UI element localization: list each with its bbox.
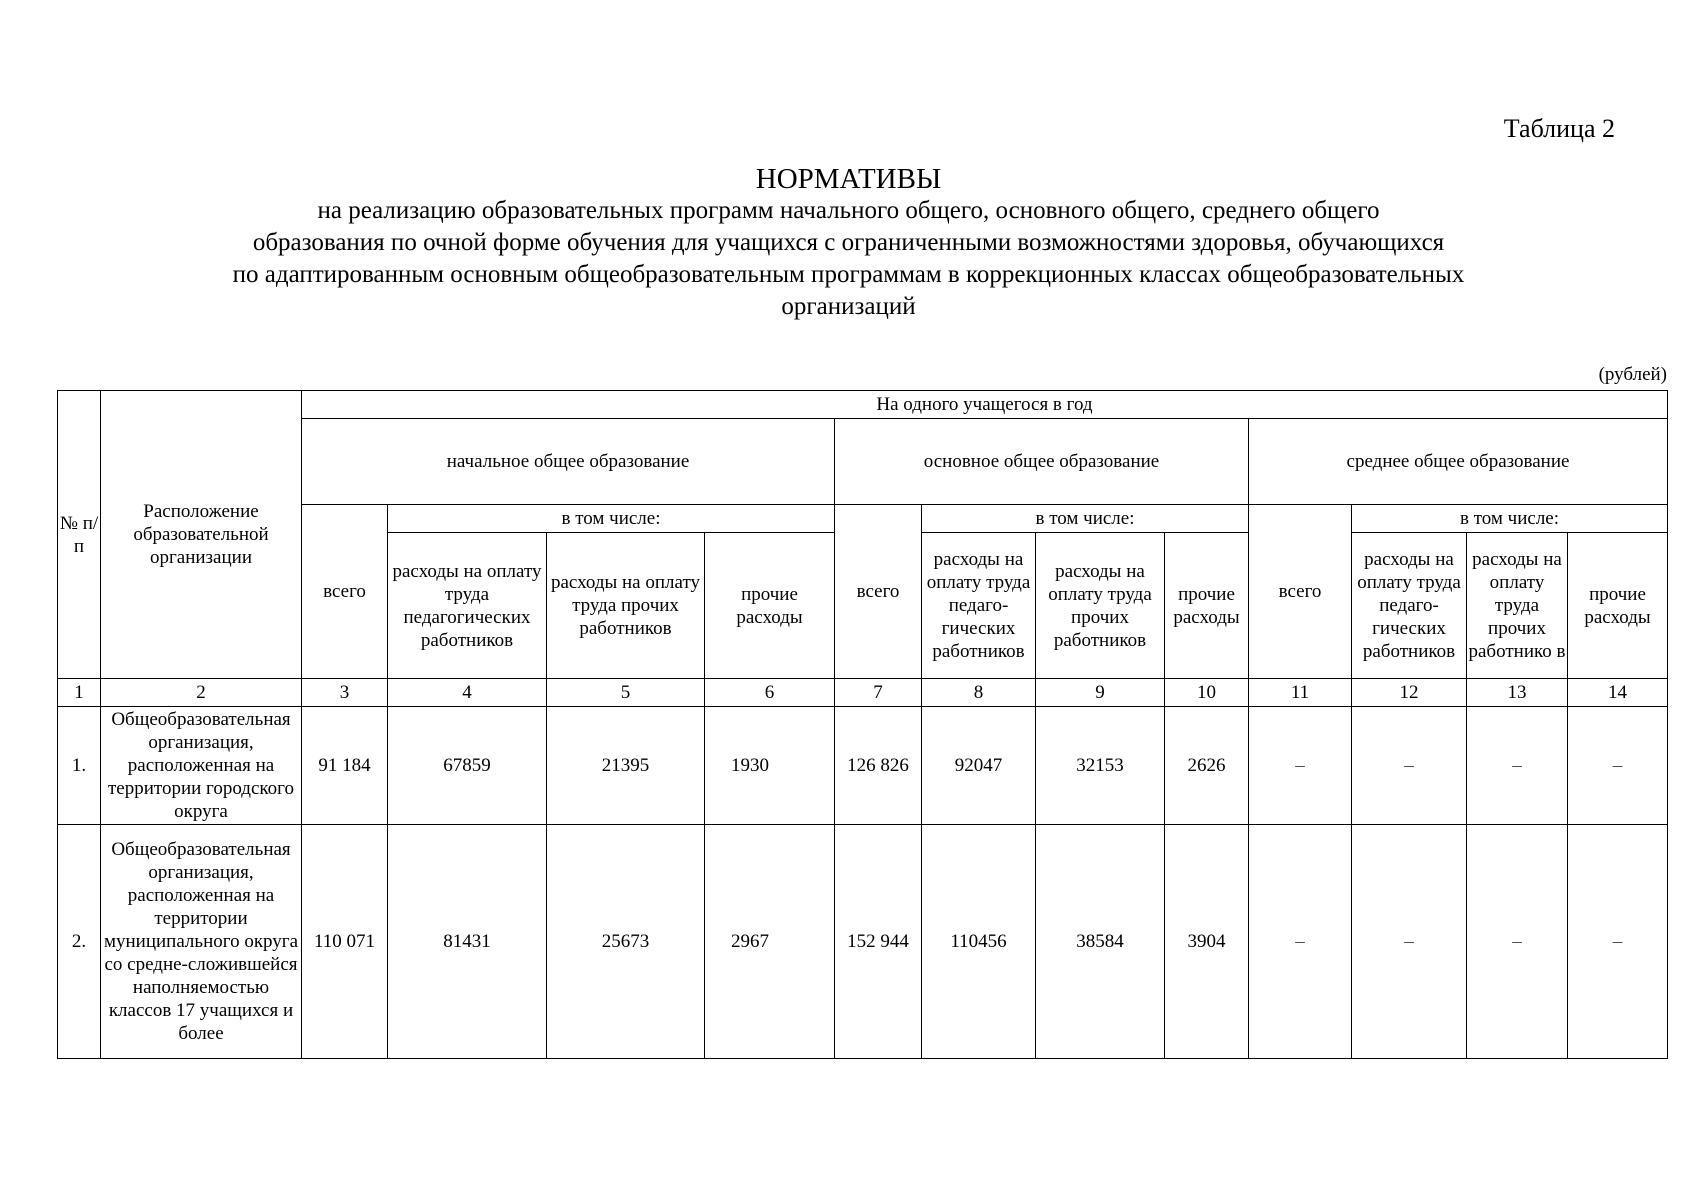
cell-value: 81431 xyxy=(388,825,547,1059)
cell-value: 91 184 xyxy=(302,707,388,825)
cell-value: – xyxy=(1352,707,1467,825)
header-secondary-other-staff: расходы на оплату труда прочих работнико в xyxy=(1467,533,1568,679)
header-primary-including: в том числе: xyxy=(388,505,835,533)
cell-value: 67859 xyxy=(388,707,547,825)
col-number: 11 xyxy=(1249,679,1352,707)
cell-value: 21395 xyxy=(547,707,705,825)
header-primary-ped: расходы на оплату труда педагогических работников xyxy=(388,533,547,679)
col-number: 5 xyxy=(547,679,705,707)
cell-value: – xyxy=(1467,825,1568,1059)
header-secondary-ped: расходы на оплату труда педаго-гических работников xyxy=(1352,533,1467,679)
cell-value: 2967 xyxy=(705,825,835,1059)
col-number: 3 xyxy=(302,679,388,707)
col-number: 8 xyxy=(922,679,1036,707)
col-number: 14 xyxy=(1568,679,1668,707)
document-subtitle-line-3: по адаптированным основным общеобразовательным программам в коррекционных классах общеобразовательных xyxy=(232,261,1465,288)
cell-value: 38584 xyxy=(1036,825,1165,1059)
cell-value: 25673 xyxy=(547,825,705,1059)
document-title: НОРМАТИВЫ xyxy=(755,163,942,195)
table-row xyxy=(58,825,1668,1059)
document-subtitle-line-4: организаций xyxy=(781,293,916,320)
header-secondary-total: всего xyxy=(1249,505,1352,679)
header-per-student: На одного учащегося в год xyxy=(302,391,1668,419)
row-location: Общеобразовательная организация, расположенная на территории городского округа xyxy=(101,707,302,825)
col-number: 10 xyxy=(1165,679,1249,707)
cell-value: – xyxy=(1249,707,1352,825)
header-secondary: среднее общее образование xyxy=(1249,419,1668,505)
table-label: Таблица 2 xyxy=(1503,114,1615,143)
col-number: 4 xyxy=(388,679,547,707)
header-basic-ped: расходы на оплату труда педаго-гических работников xyxy=(922,533,1036,679)
header-primary-other: прочие расходы xyxy=(705,533,835,679)
col-number: 13 xyxy=(1467,679,1568,707)
header-secondary-other: прочие расходы xyxy=(1568,533,1668,679)
cell-value: – xyxy=(1568,707,1668,825)
cell-value: 2626 xyxy=(1165,707,1249,825)
table-row xyxy=(58,707,1668,825)
header-secondary-including: в том числе: xyxy=(1352,505,1668,533)
cell-value: – xyxy=(1352,825,1467,1059)
norms-table xyxy=(57,390,1668,1059)
col-number: 12 xyxy=(1352,679,1467,707)
row-num: 2. xyxy=(58,825,101,1059)
header-primary: начальное общее образование xyxy=(302,419,835,505)
cell-value: – xyxy=(1467,707,1568,825)
col-number: 9 xyxy=(1036,679,1165,707)
header-primary-total: всего xyxy=(302,505,388,679)
cell-value: 1930 xyxy=(705,707,835,825)
cell-value: 32153 xyxy=(1036,707,1165,825)
header-basic-including: в том числе: xyxy=(922,505,1249,533)
col-number: 2 xyxy=(101,679,302,707)
col-number: 1 xyxy=(58,679,101,707)
units-label: (рублей) xyxy=(1598,364,1667,385)
cell-value: 110456 xyxy=(922,825,1036,1059)
cell-value: – xyxy=(1249,825,1352,1059)
document-subtitle-line-1: на реализацию образовательных программ начального общего, основного общего, среднего общего xyxy=(317,197,1380,224)
document-title-block xyxy=(0,163,1697,323)
header-basic-total: всего xyxy=(835,505,922,679)
cell-value: 126 826 xyxy=(835,707,922,825)
header-location: Расположение образовательной организации xyxy=(101,391,302,679)
header-basic-other-staff: расходы на оплату труда прочих работников xyxy=(1036,533,1165,679)
cell-value: 152 944 xyxy=(835,825,922,1059)
header-num: № п/п xyxy=(58,391,101,679)
header-primary-other-staff: расходы на оплату труда прочих работников xyxy=(547,533,705,679)
row-location: Общеобразовательная организация, расположенная на территории муниципального округа со средне-сложившейся наполняемостью классов 17 учащихся и более xyxy=(101,825,302,1059)
document-subtitle-line-2: образования по очной форме обучения для учащихся с ограниченными возможностями здоровья, обучающихся xyxy=(252,229,1445,256)
header-basic: основное общее образование xyxy=(835,419,1249,505)
cell-value: – xyxy=(1568,825,1668,1059)
col-number: 6 xyxy=(705,679,835,707)
cell-value: 92047 xyxy=(922,707,1036,825)
row-num: 1. xyxy=(58,707,101,825)
header-basic-other: прочие расходы xyxy=(1165,533,1249,679)
cell-value: 110 071 xyxy=(302,825,388,1059)
cell-value: 3904 xyxy=(1165,825,1249,1059)
col-number: 7 xyxy=(835,679,922,707)
